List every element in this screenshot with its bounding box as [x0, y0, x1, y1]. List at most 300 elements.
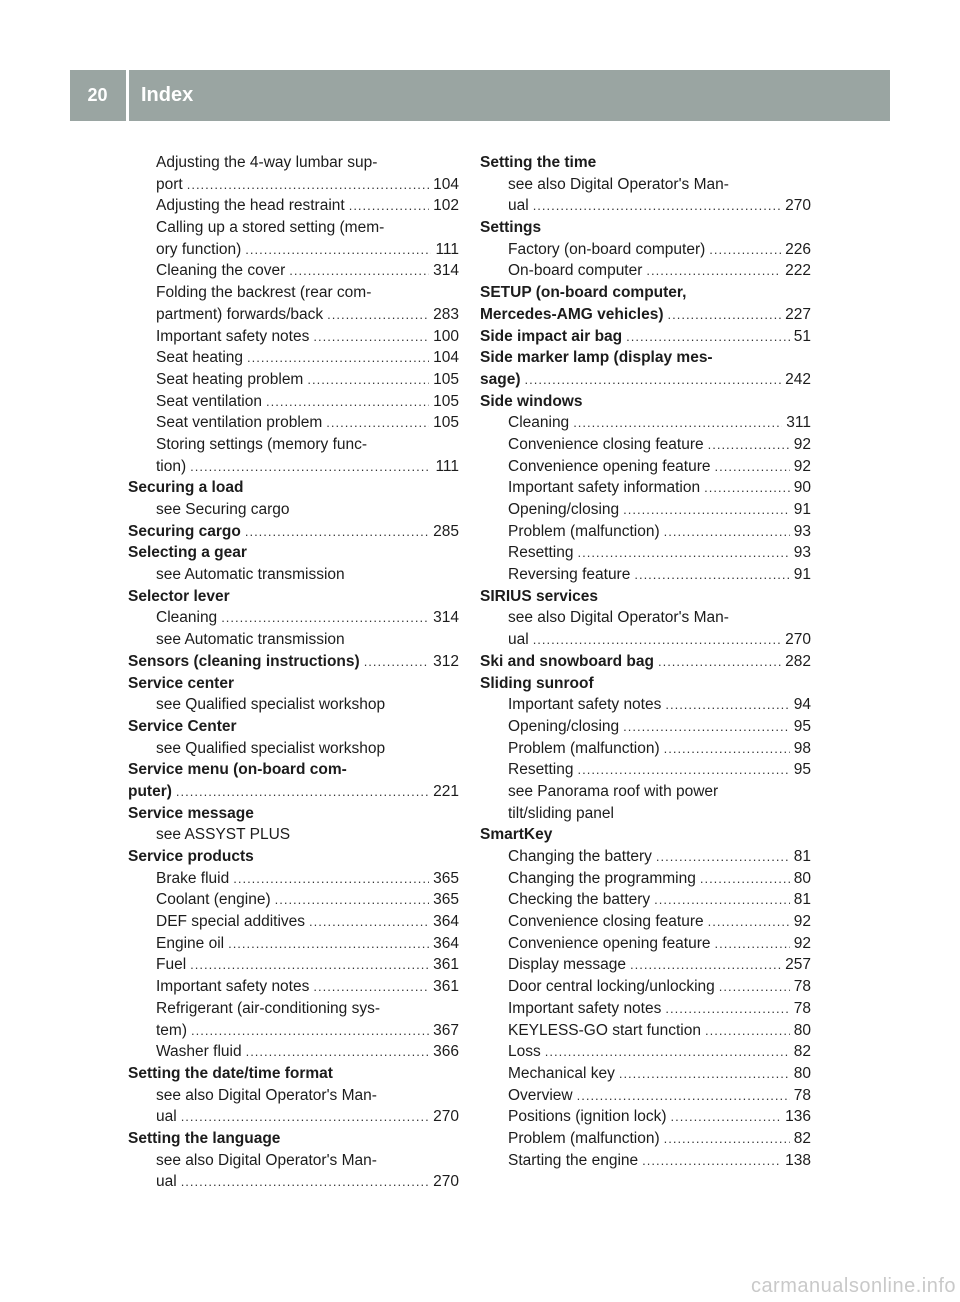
entry-page-number: 282: [785, 652, 811, 670]
index-subentry: [128, 369, 459, 391]
dot-leader: [181, 1171, 429, 1193]
entry-text: Important safety information: [508, 479, 701, 497]
entry-page-number: 270: [785, 197, 811, 215]
section-title: Index: [141, 84, 194, 106]
dot-leader: [709, 239, 781, 261]
entry-page-number: 80: [793, 1021, 811, 1039]
index-subentry: [128, 998, 459, 1020]
dot-leader: [176, 781, 429, 803]
index-subentry: [128, 629, 459, 651]
entry-text: ual: [508, 197, 529, 215]
entry-text: Important safety notes: [508, 696, 662, 714]
entry-text: Sensors (cleaning instructions): [128, 652, 360, 670]
entry-text: Storing settings (memory func-: [156, 435, 368, 453]
index-subentry: [128, 304, 459, 326]
page-number: 20: [87, 85, 108, 105]
entry-page-number: 366: [433, 1043, 459, 1061]
entry-text: see Automatic transmission: [156, 631, 345, 649]
dot-leader: [700, 868, 790, 890]
entry-text: see also Digital Operator's Man-: [508, 175, 729, 193]
entry-text: see Securing cargo: [156, 501, 290, 518]
index-entry: [480, 586, 811, 608]
dot-leader: [715, 456, 790, 478]
index-entry: [128, 651, 459, 673]
entry-text: Cleaning the cover: [156, 262, 286, 280]
dot-leader: [626, 326, 790, 348]
entry-page-number: 104: [433, 175, 459, 193]
entry-text: see Automatic transmission: [156, 566, 345, 584]
entry-page-number: 221: [433, 782, 459, 800]
index-subentry: [128, 456, 459, 478]
entry-text: ory function): [156, 240, 242, 258]
entry-text: Overview: [508, 1086, 573, 1104]
entry-text: Brake fluid: [156, 869, 230, 887]
entry-page-number: 80: [793, 869, 811, 887]
index-entry: [480, 217, 811, 239]
entry-page-number: 136: [785, 1108, 811, 1126]
index-subentry: [480, 846, 811, 868]
entry-page-number: 138: [785, 1151, 811, 1169]
entry-page-number: 222: [785, 262, 811, 280]
entry-page-number: 94: [793, 696, 811, 714]
entry-text: Setting the time: [480, 154, 597, 171]
entry-text: Problem (malfunction): [508, 1129, 660, 1147]
index-subentry: [480, 239, 811, 261]
entry-text: Seat ventilation: [156, 392, 262, 410]
entry-text: Convenience closing feature: [508, 913, 704, 931]
entry-page-number: 95: [793, 717, 811, 735]
dot-leader: [289, 260, 429, 282]
entry-text: SIRIUS services: [480, 587, 599, 605]
entry-page-number: 111: [435, 240, 459, 258]
entry-text: see also Digital Operator's Man-: [156, 1086, 377, 1104]
index-subentry: [128, 564, 459, 586]
entry-text: KEYLESS-GO start function: [508, 1021, 701, 1039]
index-subentry: [480, 759, 811, 781]
entry-text: puter): [128, 782, 172, 800]
entry-text: Calling up a stored setting (mem-: [156, 219, 385, 237]
entry-text: Important safety notes: [156, 327, 310, 345]
index-entry: [128, 759, 459, 781]
entry-page-number: 364: [433, 913, 459, 931]
entry-text: Factory (on-board computer): [508, 240, 706, 258]
index-subentry: [480, 998, 811, 1020]
entry-page-number: 105: [433, 370, 459, 388]
index-subentry: [480, 499, 811, 521]
entry-text: Adjusting the head restraint: [156, 197, 345, 215]
entry-text: ual: [156, 1173, 177, 1191]
entry-text: see Qualified specialist workshop: [156, 739, 386, 757]
entry-page-number: 270: [433, 1108, 459, 1126]
entry-page-number: 314: [433, 609, 459, 627]
index-subentry: [128, 499, 459, 521]
index-entry: [128, 1063, 459, 1085]
entry-page-number: 311: [786, 414, 811, 432]
dot-leader: [245, 239, 431, 261]
entry-text: Opening/closing: [508, 501, 620, 518]
index-subentry: [128, 1085, 459, 1107]
entry-page-number: 367: [433, 1021, 459, 1039]
dot-leader: [630, 954, 781, 976]
entry-text: Mercedes-AMG vehicles): [480, 305, 664, 323]
index-column-left: [128, 152, 459, 1193]
entry-page-number: 105: [433, 392, 459, 410]
index-entry: [128, 716, 459, 738]
index-subentry: [128, 391, 459, 413]
dot-leader: [623, 499, 790, 521]
entry-text: see Panorama roof with power: [508, 782, 719, 800]
dot-leader: [233, 868, 429, 890]
dot-leader: [577, 1085, 790, 1107]
dot-leader: [665, 998, 789, 1020]
index-subentry: [480, 521, 811, 543]
index-subentry: [480, 1106, 811, 1128]
entry-text: Securing a load: [128, 479, 244, 497]
index-subentry: [128, 1041, 459, 1063]
dot-leader: [704, 477, 790, 499]
index-subentry: [480, 868, 811, 890]
entry-text: Washer fluid: [156, 1043, 242, 1061]
index-subentry: [480, 1128, 811, 1150]
entry-text: Cleaning: [156, 609, 218, 627]
entry-page-number: 90: [793, 479, 811, 497]
entry-page-number: 365: [433, 891, 459, 909]
index-subentry: [128, 347, 459, 369]
entry-text: Service message: [128, 804, 254, 822]
index-subentry: [480, 607, 811, 629]
entry-text: Side marker lamp (display mes-: [480, 349, 713, 367]
dot-leader: [247, 347, 429, 369]
entry-text: Convenience opening feature: [508, 457, 711, 475]
dot-leader: [654, 889, 790, 911]
dot-leader: [671, 1106, 782, 1128]
index-subentry: [480, 412, 811, 434]
dot-leader: [190, 954, 429, 976]
entry-text: see Qualified specialist workshop: [156, 696, 386, 714]
index-subentry: [480, 195, 811, 217]
index-entry: [128, 781, 459, 803]
index-subentry: [128, 174, 459, 196]
watermark: carmanualsonline.info: [750, 1275, 956, 1297]
dot-leader: [307, 369, 429, 391]
entry-text: Setting the date/time format: [128, 1064, 333, 1082]
entry-text: see also Digital Operator's Man-: [508, 609, 729, 627]
entry-text: On-board computer: [508, 262, 643, 280]
entry-text: Positions (ignition lock): [508, 1108, 667, 1126]
dot-leader: [664, 1128, 790, 1150]
entry-page-number: 105: [433, 414, 459, 432]
index-entry: [128, 542, 459, 564]
dot-leader: [705, 1020, 790, 1042]
entry-page-number: 78: [793, 1086, 811, 1104]
entry-page-number: 92: [793, 913, 811, 931]
dot-leader: [577, 542, 789, 564]
dot-leader: [719, 976, 790, 998]
entry-text: SmartKey: [480, 826, 553, 844]
entry-text: SETUP (on-board computer,: [480, 284, 687, 302]
index-subentry: [480, 1150, 811, 1172]
entry-page-number: 91: [793, 566, 811, 584]
entry-text: DEF special additives: [156, 913, 306, 931]
entry-text: Settings: [480, 219, 542, 237]
index-entry: [128, 521, 459, 543]
index-subentry: [480, 911, 811, 933]
entry-text: Opening/closing: [508, 717, 620, 735]
index-subentry: [480, 260, 811, 282]
dot-leader: [664, 521, 790, 543]
index-subentry: [480, 803, 811, 825]
entry-page-number: 111: [435, 457, 459, 475]
dot-leader: [634, 564, 789, 586]
index-subentry: [128, 434, 459, 456]
index-subentry: [128, 1171, 459, 1193]
entry-page-number: 78: [793, 978, 811, 996]
entry-text: Side windows: [480, 392, 583, 410]
index-entry: [480, 673, 811, 695]
entry-text: Fuel: [156, 956, 187, 974]
dot-leader: [221, 607, 429, 629]
entry-text: Ski and snowboard bag: [480, 652, 654, 670]
dot-leader: [191, 1020, 429, 1042]
entry-page-number: 361: [433, 978, 459, 996]
entry-text: Service menu (on-board com-: [128, 761, 347, 779]
entry-text: Service products: [128, 848, 254, 865]
index-subentry: [128, 239, 459, 261]
entry-text: Reversing feature: [508, 566, 631, 584]
dot-leader: [665, 694, 789, 716]
entry-page-number: 95: [793, 761, 811, 779]
entry-text: Door central locking/unlocking: [508, 978, 715, 996]
index-subentry: [128, 260, 459, 282]
entry-page-number: 51: [793, 327, 811, 345]
index-entry: [128, 1128, 459, 1150]
entry-page-number: 100: [433, 327, 459, 345]
dot-leader: [533, 629, 781, 651]
entry-text: partment) forwards/back: [156, 305, 324, 323]
index-subentry: [128, 195, 459, 217]
entry-page-number: 270: [433, 1173, 459, 1191]
index-subentry: [480, 1063, 811, 1085]
entry-page-number: 82: [793, 1129, 811, 1147]
index-subentry: [480, 1085, 811, 1107]
entry-text: Service center: [128, 674, 234, 692]
index-subentry: [128, 738, 459, 760]
dot-leader: [309, 911, 429, 933]
entry-text: Cleaning: [508, 414, 570, 432]
entry-page-number: 81: [793, 891, 811, 909]
index-subentry: [128, 607, 459, 629]
entry-page-number: 364: [433, 934, 459, 952]
index-subentry: [480, 434, 811, 456]
entry-page-number: 82: [793, 1043, 811, 1061]
entry-page-number: 92: [793, 457, 811, 475]
index-subentry: [480, 477, 811, 499]
index-entry: [480, 152, 811, 174]
entry-text: Seat ventilation problem: [156, 414, 323, 432]
dot-leader: [327, 304, 429, 326]
entry-text: Securing cargo: [128, 522, 241, 540]
dot-leader: [623, 716, 790, 738]
index-subentry: [480, 954, 811, 976]
entry-page-number: 361: [433, 956, 459, 974]
dot-leader: [364, 651, 429, 673]
dot-leader: [181, 1106, 429, 1128]
entry-text: Checking the battery: [508, 891, 651, 909]
entry-text: Folding the backrest (rear com-: [156, 284, 372, 302]
dot-leader: [656, 846, 790, 868]
dot-leader: [326, 412, 429, 434]
index-subentry: [480, 889, 811, 911]
index-subentry: [128, 868, 459, 890]
dot-leader: [708, 911, 790, 933]
entry-page-number: 312: [433, 652, 459, 670]
index-entry: [480, 369, 811, 391]
entry-page-number: 93: [793, 522, 811, 540]
entry-page-number: 365: [433, 869, 459, 887]
header-divider: [126, 70, 129, 121]
dot-leader: [275, 889, 430, 911]
dot-leader: [573, 412, 782, 434]
index-subentry: [128, 976, 459, 998]
entry-page-number: 78: [793, 999, 811, 1017]
entry-text: ual: [156, 1108, 177, 1126]
entry-page-number: 92: [793, 934, 811, 952]
entry-text: Display message: [508, 956, 627, 974]
dot-leader: [533, 195, 781, 217]
dot-leader: [349, 195, 429, 217]
entry-text: Loss: [508, 1043, 541, 1061]
index-entry: [480, 824, 811, 846]
index-subentry: [480, 694, 811, 716]
index-subentry: [128, 889, 459, 911]
index-subentry: [128, 152, 459, 174]
page-header: [70, 70, 890, 121]
entry-page-number: 81: [793, 848, 811, 865]
entry-text: Convenience opening feature: [508, 934, 711, 952]
entry-text: Convenience closing feature: [508, 435, 704, 453]
entry-text: Sliding sunroof: [480, 674, 594, 692]
index-subentry: [128, 954, 459, 976]
entry-text: ual: [508, 631, 529, 649]
dot-leader: [187, 174, 429, 196]
entry-page-number: 91: [793, 501, 811, 518]
entry-text: tilt/sliding panel: [508, 804, 614, 822]
entry-page-number: 92: [793, 435, 811, 453]
entry-text: Seat heating problem: [156, 370, 304, 388]
index-subentry: [480, 629, 811, 651]
index-subentry: [128, 1106, 459, 1128]
dot-leader: [619, 1063, 790, 1085]
entry-text: Selector lever: [128, 587, 230, 605]
entry-text: Resetting: [508, 544, 574, 562]
entry-page-number: 227: [785, 305, 811, 323]
entry-page-number: 285: [433, 522, 459, 540]
index-subentry: [480, 542, 811, 564]
entry-text: Setting the language: [128, 1129, 281, 1147]
entry-page-number: 104: [433, 349, 459, 367]
index-subentry: [480, 781, 811, 803]
index-subentry: [128, 824, 459, 846]
entry-page-number: 242: [785, 370, 811, 388]
dot-leader: [577, 759, 789, 781]
index-subentry: [480, 1041, 811, 1063]
dot-leader: [664, 738, 790, 760]
entry-page-number: 257: [785, 956, 811, 974]
entry-text: Service Center: [128, 717, 237, 735]
entry-text: tion): [156, 457, 187, 475]
entry-text: Problem (malfunction): [508, 522, 660, 540]
entry-page-number: 226: [785, 240, 811, 258]
dot-leader: [245, 521, 429, 543]
entry-text: Selecting a gear: [128, 544, 247, 562]
entry-text: Starting the engine: [508, 1151, 639, 1169]
index-subentry: [480, 738, 811, 760]
index-subentry: [128, 911, 459, 933]
index-subentry: [480, 1020, 811, 1042]
index-subentry: [480, 456, 811, 478]
entry-text: Important safety notes: [508, 999, 662, 1017]
dot-leader: [668, 304, 782, 326]
index-entry: [480, 282, 811, 304]
index-entry: [128, 673, 459, 695]
entry-text: Coolant (engine): [156, 891, 271, 909]
entry-text: Changing the programming: [508, 869, 696, 887]
index-subentry: [128, 282, 459, 304]
index-subentry: [480, 564, 811, 586]
entry-text: see also Digital Operator's Man-: [156, 1151, 377, 1169]
entry-text: sage): [480, 370, 521, 388]
entry-page-number: 270: [785, 631, 811, 649]
dot-leader: [545, 1041, 790, 1063]
entry-text: Seat heating: [156, 349, 244, 367]
index-entry: [480, 304, 811, 326]
index-entry: [480, 326, 811, 348]
entry-page-number: 314: [433, 262, 459, 280]
dot-leader: [313, 326, 429, 348]
index-subentry: [128, 933, 459, 955]
entry-text: Changing the battery: [508, 848, 652, 865]
index-entry: [128, 803, 459, 825]
index-subentry: [480, 716, 811, 738]
index-entry: [480, 651, 811, 673]
dot-leader: [525, 369, 782, 391]
entry-page-number: 102: [433, 197, 459, 215]
entry-page-number: 80: [793, 1064, 811, 1082]
entry-text: Resetting: [508, 761, 574, 779]
entry-text: Adjusting the 4-way lumbar sup-: [156, 154, 378, 171]
index-subentry: [128, 1020, 459, 1042]
index-entry: [480, 347, 811, 369]
index-subentry: [480, 976, 811, 998]
dot-leader: [228, 933, 429, 955]
index-subentry: [128, 1150, 459, 1172]
index-subentry: [480, 174, 811, 196]
entry-text: port: [156, 175, 183, 193]
dot-leader: [715, 933, 790, 955]
dot-leader: [266, 391, 429, 413]
index-subentry: [480, 933, 811, 955]
entry-text: Important safety notes: [156, 978, 310, 996]
entry-text: Side impact air bag: [480, 327, 623, 345]
dot-leader: [708, 434, 790, 456]
entry-text: tem): [156, 1021, 187, 1039]
index-subentry: [128, 326, 459, 348]
dot-leader: [642, 1150, 781, 1172]
entry-text: Refrigerant (air-conditioning sys-: [156, 999, 380, 1017]
index-entry: [128, 846, 459, 868]
entry-page-number: 283: [433, 305, 459, 323]
index-entry: [128, 586, 459, 608]
